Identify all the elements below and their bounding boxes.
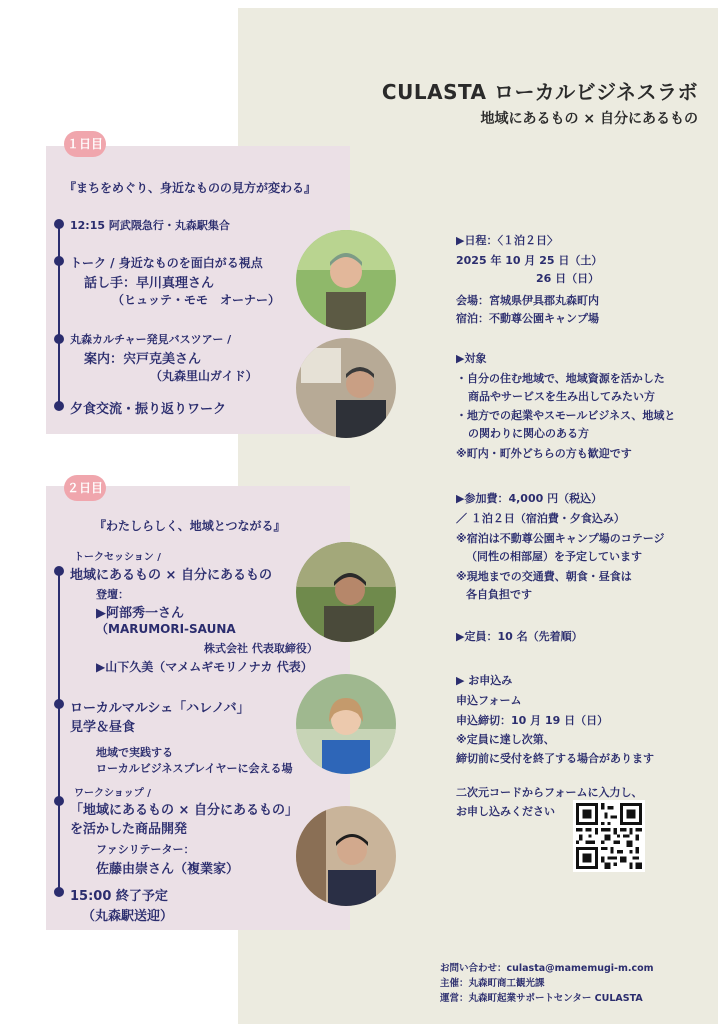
speaker-photo <box>296 230 396 330</box>
apply-deadline: 申込締切：10 月 19 日（日） <box>456 714 609 727</box>
day1-item: （丸森里山ガイド） <box>150 369 258 383</box>
day1-item: 12:15 阿武隈急行・丸森駅集合 <box>70 219 230 232</box>
timeline-dot <box>54 699 64 709</box>
day1-item: 案内：宍戸克美さん <box>84 352 202 367</box>
fee-item: 各自負担です <box>466 588 532 601</box>
footer-organizer: 主催：丸森町商工観光課 <box>440 978 545 989</box>
target-note: ※町内・町外どちらの方も歓迎です <box>456 447 632 460</box>
footer-operator: 運営：丸森町起業サポートセンター CULASTA <box>440 993 643 1004</box>
day2-item: 「地域にあるもの × 自分にあるもの」 <box>70 803 298 818</box>
target-item: ・地方での起業やスモールビジネス、地域と <box>456 409 676 422</box>
fee-item: ※宿泊は不動尊公園キャンプ場のコテージ <box>456 532 665 545</box>
day1-badge: １日目 <box>64 131 106 157</box>
target-item: の関わりに関心のある方 <box>468 427 589 440</box>
apply-note: ※定員に達し次第、 <box>456 733 555 746</box>
day2-item: ローカルマルシェ「ハレノバ」 <box>70 701 250 716</box>
fee-item: ／ １泊２日（宿泊費・夕食込み） <box>456 512 625 525</box>
day2-item: 地域で実践する <box>96 746 173 759</box>
footer-contact: お問い合わせ：culasta@mamemugi-m.com <box>440 963 654 974</box>
apply-form-link[interactable]: 申込フォーム <box>456 694 522 707</box>
guide-photo <box>296 338 396 438</box>
fee-heading: ▶参加費：4,000 円（税込） <box>456 492 603 505</box>
day2-item: トークセッション / <box>74 552 161 563</box>
day1-item: （ヒュッテ・モモ オーナー） <box>112 293 281 307</box>
day2-item: ▶山下久美（マメムギモリノナカ 代表） <box>96 660 313 674</box>
day2-item: ファシリテーター： <box>96 843 195 856</box>
day1-item: 丸森カルチャー発見バスツアー / <box>70 333 232 346</box>
timeline-dot <box>54 796 64 806</box>
day1-item: 夕食交流・振り返りワーク <box>70 402 227 417</box>
day1-timeline <box>58 225 60 407</box>
day2-item: 15:00 終了予定 <box>70 889 168 904</box>
day2-item: を活かした商品開発 <box>70 822 188 837</box>
day2-item: 佐藤由崇さん（複業家） <box>96 862 240 877</box>
day2-item: 登壇： <box>96 588 129 601</box>
page-subtitle: 地域にあるもの × 自分にあるもの <box>480 111 698 127</box>
capacity: ▶定員：10 名（先着順） <box>456 630 583 643</box>
day2-item: 地域にあるもの × 自分にあるもの <box>70 568 272 583</box>
qr-note: お申し込みください <box>456 805 555 818</box>
day1-item: トーク / 身近なものを面白がる視点 <box>70 256 263 270</box>
facilitator-photo <box>296 806 396 906</box>
day1-theme: 『まちをめぐり、身近なものの見方が変わる』 <box>64 181 317 195</box>
day2-item: ワークショップ / <box>74 788 151 799</box>
timeline-dot <box>54 256 64 266</box>
apply-note: 締切前に受付を終了する場合があります <box>456 752 654 765</box>
speaker-photo <box>296 674 396 774</box>
qr-code[interactable] <box>573 800 645 872</box>
schedule-date: 2025 年 10 月 25 日（土） <box>456 254 603 267</box>
timeline-dot <box>54 887 64 897</box>
page-title: CULASTA ローカルビジネスラボ <box>381 80 698 104</box>
apply-heading: ▶ お申込み <box>456 674 513 687</box>
day2-item: （丸森駅送迎） <box>82 909 174 924</box>
day2-theme: 『わたしらしく、地域とつながる』 <box>94 519 286 533</box>
day2-item: ローカルビジネスプレイヤーに会える場 <box>96 762 293 775</box>
lodging: 宿泊：不動尊公園キャンプ場 <box>456 312 599 325</box>
timeline-dot <box>54 219 64 229</box>
day2-item: ▶阿部秀一さん <box>96 606 184 621</box>
speaker-photo <box>296 542 396 642</box>
timeline-dot <box>54 401 64 411</box>
timeline-dot <box>54 566 64 576</box>
target-item: 商品やサービスを生み出してみたい方 <box>468 390 655 403</box>
schedule-heading: ▶日程：〈１泊２日〉 <box>456 234 558 247</box>
venue: 会場：宮城県伊具郡丸森町内 <box>456 294 599 307</box>
day2-item: 見学＆昼食 <box>70 720 136 735</box>
target-item: ・自分の住む地域で、地域資源を活かした <box>456 372 665 385</box>
day2-item: （MARUMORI-SAUNA <box>96 622 236 636</box>
timeline-dot <box>54 334 64 344</box>
fee-item: （同性の相部屋）を予定しています <box>466 550 642 563</box>
fee-item: ※現地までの交通費、朝食・昼食は <box>456 570 632 583</box>
target-heading: ▶対象 <box>456 352 487 365</box>
day2-badge: ２日目 <box>64 475 106 501</box>
day2-timeline <box>58 572 60 892</box>
day2-item: 株式会社 代表取締役） <box>204 642 318 655</box>
schedule-date: 26 日（日） <box>536 272 600 285</box>
day1-item: 話し手：早川真理さん <box>84 276 215 291</box>
qr-note: 二次元コードからフォームに入力し、 <box>456 786 643 799</box>
